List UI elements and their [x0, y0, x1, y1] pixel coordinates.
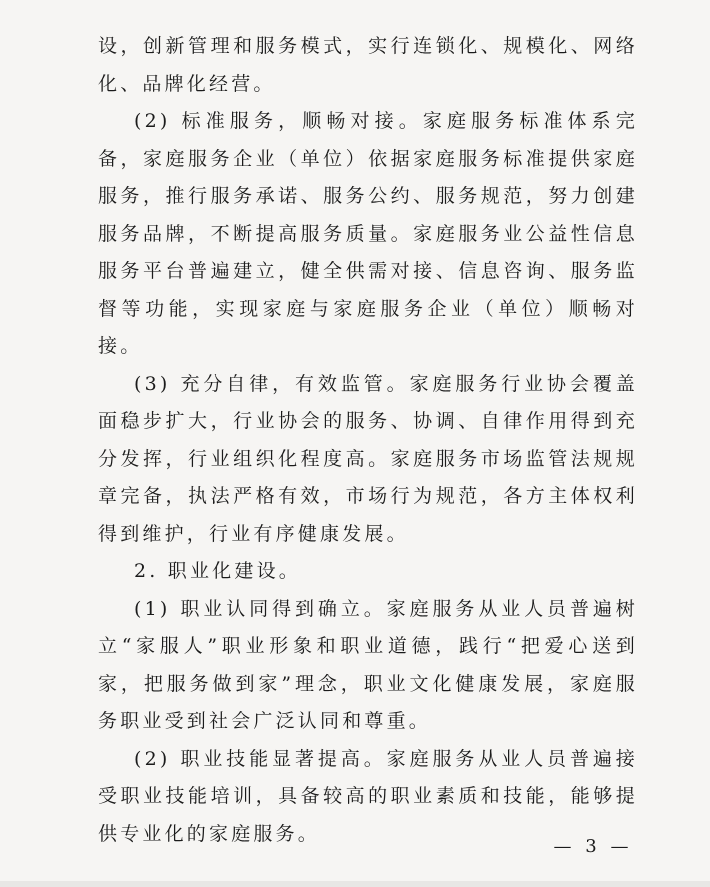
paragraph-4: 2. 职业化建设。 — [134, 560, 301, 582]
paragraph-6: (2) 职业技能显著提高。家庭服务从业人员普遍接受职业技能培训，具备较高的职业素质和技能，能够提供专业化的家庭服务。 — [98, 747, 638, 845]
paragraph-5: (1) 职业认同得到确立。家庭服务从业人员普遍树立“家服人”职业形象和职业道德，践行“把爱心送到家，把服务做到家”理念，职业文化健康发展，家庭服务职业受到社会广泛认同和尊重。 — [98, 597, 638, 732]
paragraph-3: (3) 充分自律，有效监管。家庭服务行业协会覆盖面稳步扩大，行业协会的服务、协调、自律作用得到充分发挥，行业组织化程度高。家庭服务市场监管法规规章完备，执法严格有效，市场行为规范，各方主体权利得到维护，行业有序健康发展。 — [98, 372, 638, 545]
paragraph-1: 设，创新管理和服务模式，实行连锁化、规模化、网络化、品牌化经营。 — [98, 35, 638, 95]
page-bottom-edge — [0, 881, 710, 887]
page-number: — 3 — — [553, 836, 633, 857]
document-body — [98, 28, 638, 853]
paragraph-2: (2) 标准服务，顺畅对接。家庭服务标准体系完备，家庭服务企业（单位）依据家庭服务标准提供家庭服务，推行服务承诺、服务公约、服务规范，努力创建服务品牌，不断提高服务质量。家庭服务业公益性信息服务平台普遍建立，健全供需对接、信息咨询、服务监督等功能，实现家庭与家庭服务企业（单位）顺畅对接。 — [98, 110, 638, 357]
